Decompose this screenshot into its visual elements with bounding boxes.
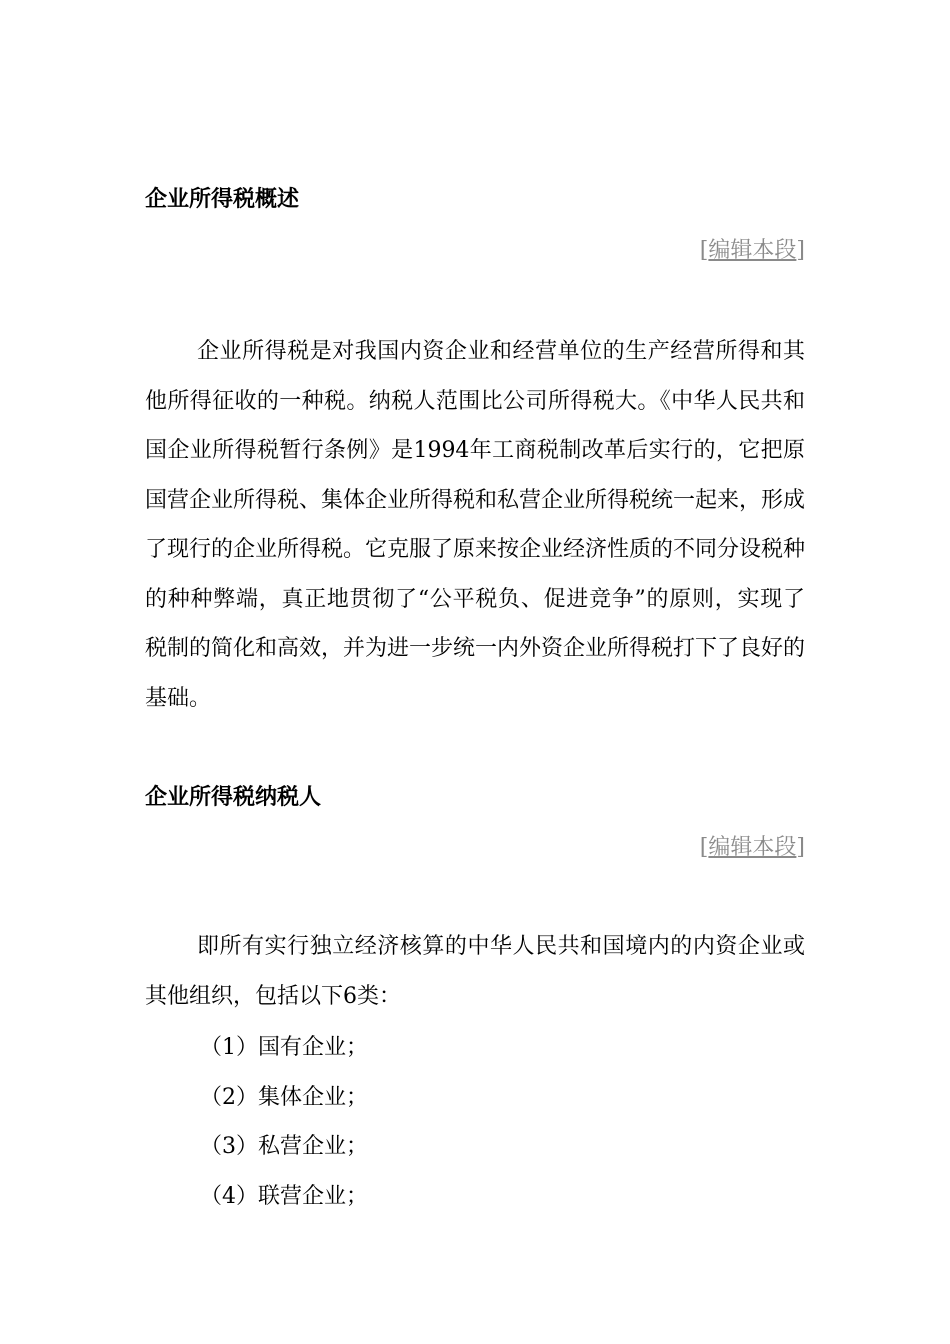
edit-section-overview-link[interactable]: [700, 236, 805, 266]
edit-section-taxpayers-link[interactable]: [700, 833, 805, 863]
edit-link-text[interactable]: 编辑本段: [708, 238, 797, 263]
bracket-open: [: [699, 238, 709, 263]
bracket-close: ]: [796, 238, 805, 263]
bracket-open: [: [699, 835, 709, 860]
list-item: （3）私营企业；: [200, 1134, 368, 1159]
section-heading-taxpayers: 企业所得税纳税人: [145, 785, 322, 810]
list-item: （4）联营企业；: [200, 1184, 368, 1209]
edit-link-text[interactable]: 编辑本段: [708, 835, 797, 860]
list-item: （1）国有企业；: [200, 1035, 368, 1060]
section-heading-overview: 企业所得税概述: [145, 187, 300, 212]
overview-paragraph: 企业所得税是对我国内资企业和经营单位的生产经营所得和其他所得征收的一种税。纳税人范围比公司所得税大。《中华人民共和国企业所得税暂行条例》是1994年工商税制改革后实行的，它把原国营企业所得税、集体企业所得税和私营企业所得税统一起来，形成了现行的企业所得税。它克服了原来按企业经济性质的不同分设税种的种种弊端，真正地贯彻了“公平税负、促进竞争”的原则，实现了税制的简化和高效，并为进一步统一内外资企业所得税打下了良好的基础。: [145, 339, 806, 711]
taxpayers-paragraph: 即所有实行独立经济核算的中华人民共和国境内的内资企业或其他组织，包括以下6类：: [145, 934, 805, 1009]
list-item: （2）集体企业；: [200, 1085, 368, 1110]
bracket-close: ]: [796, 835, 805, 860]
